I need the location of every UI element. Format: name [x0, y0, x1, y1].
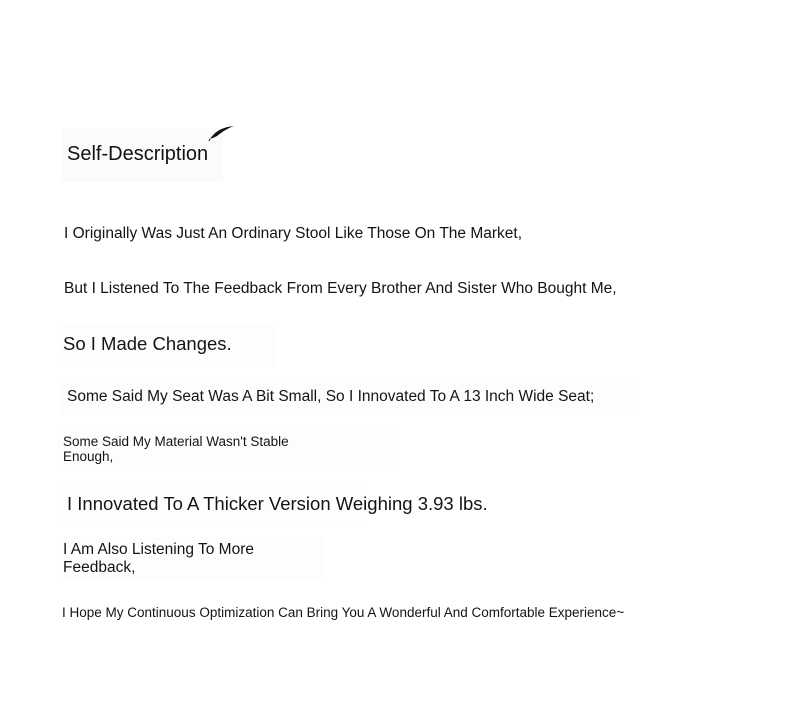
text-line-3: So I Made Changes. — [63, 333, 232, 354]
feather-icon — [208, 124, 236, 142]
text-line-6: I Innovated To A Thicker Version Weighing 3.93 lbs. — [67, 493, 488, 514]
page-title: Self-Description — [67, 143, 209, 165]
text-line-2: But I Listened To The Feedback From Every Brother And Sister Who Bought Me, — [64, 280, 617, 297]
text-line-7: I Am Also Listening To More Feedback, — [63, 541, 254, 576]
text-line-4: Some Said My Seat Was A Bit Small, So I Innovated To A 13 Inch Wide Seat; — [67, 388, 595, 405]
text-line-1: I Originally Was Just An Ordinary Stool Like Those On The Market, — [64, 225, 523, 242]
text-line-5: Some Said My Material Wasn't Stable Enough, — [63, 434, 289, 464]
text-line-8: I Hope My Continuous Optimization Can Bring You A Wonderful And Comfortable Experience~ — [62, 605, 625, 620]
